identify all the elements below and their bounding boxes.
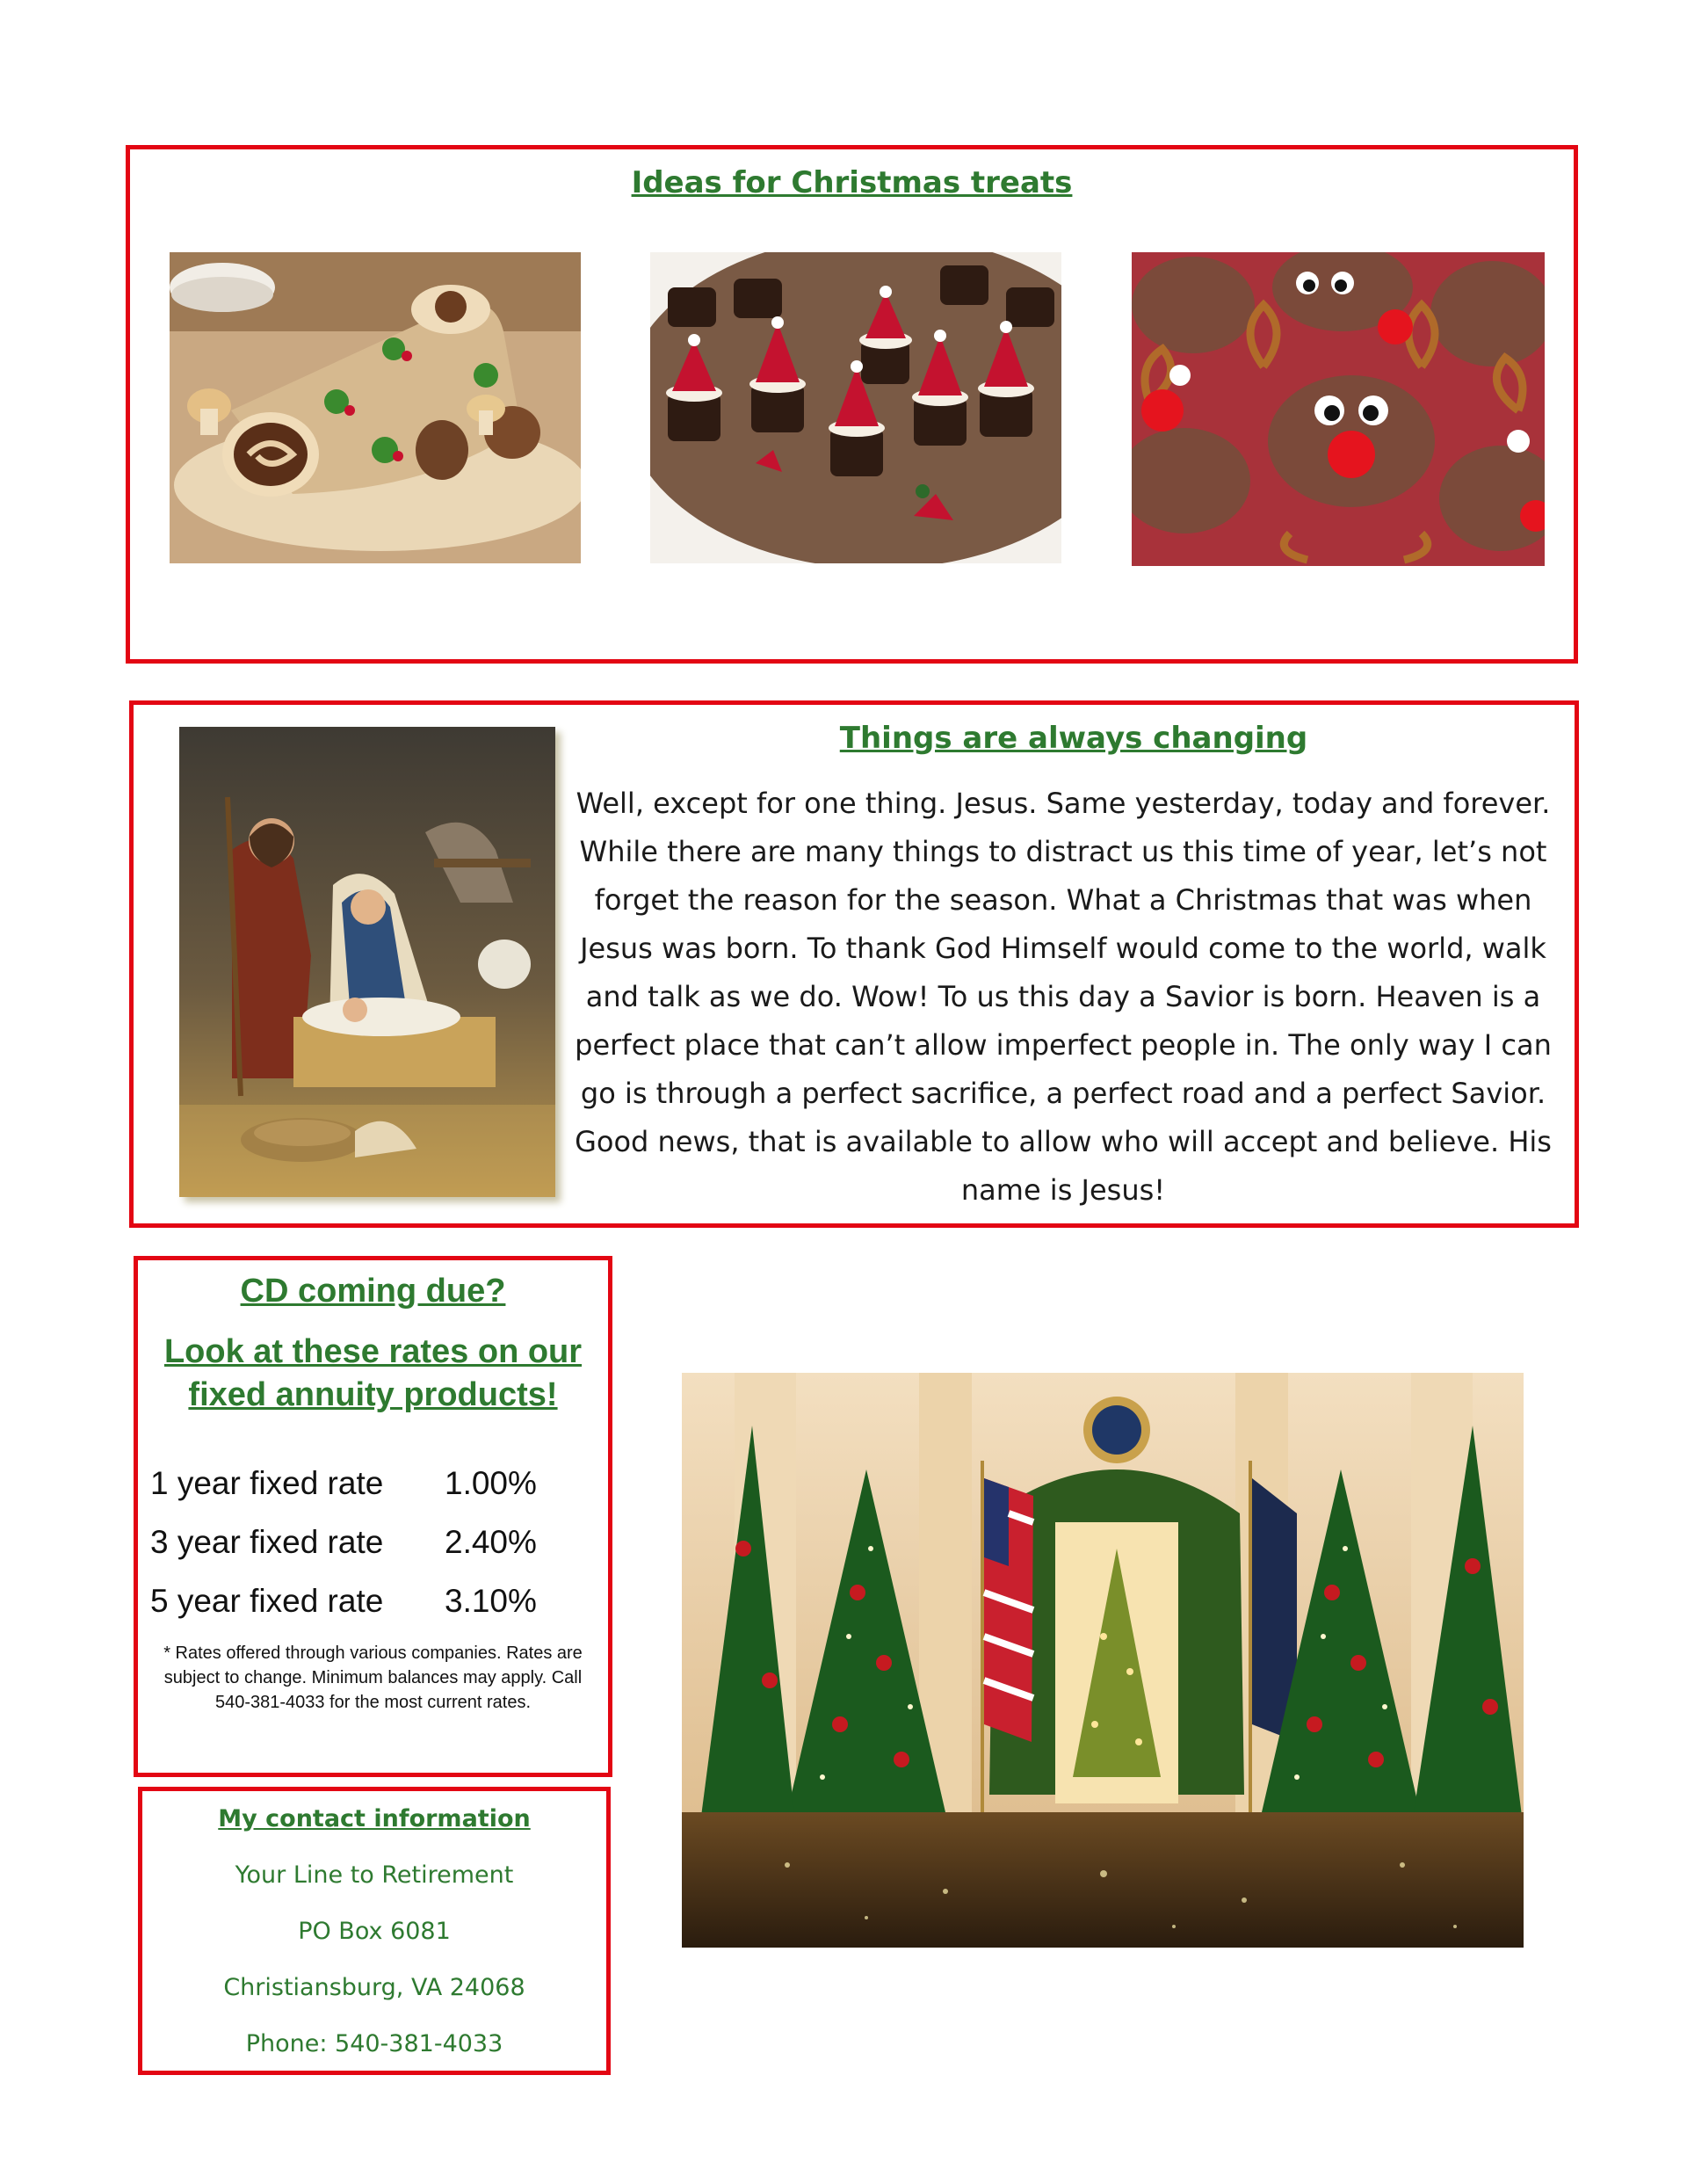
contact-address: PO Box 6081 bbox=[298, 1918, 451, 1945]
white-house-christmas-photo bbox=[682, 1373, 1524, 1948]
rate-value: 2.40% bbox=[445, 1524, 537, 1560]
cd-heading: CD coming due? bbox=[240, 1273, 506, 1310]
contact-phone: Phone: 540-381-4033 bbox=[245, 2030, 503, 2057]
contact-title: My contact information bbox=[218, 1805, 531, 1832]
changing-title: Things are always changing bbox=[839, 721, 1308, 756]
contact-information-section bbox=[138, 1787, 611, 2075]
nativity-painting bbox=[179, 727, 555, 1197]
cd-subheading: Look at these rates on our fixed annuity products! bbox=[163, 1333, 583, 1413]
rate-label: 5 year fixed rate bbox=[150, 1583, 384, 1619]
contact-company: Your Line to Retirement bbox=[235, 1861, 514, 1889]
santa-hat-brownies-photo bbox=[650, 252, 1061, 563]
christmas-treats-section bbox=[126, 145, 1578, 664]
rate-value: 3.10% bbox=[445, 1583, 537, 1619]
things-changing-section bbox=[129, 700, 1579, 1228]
reindeer-cupcakes-photo bbox=[1132, 252, 1545, 566]
changing-body-text: Well, except for one thing. Jesus. Same yesterday, today and forever. While there are many things to distract us this time of year, let’s not forget the reason for the season. What a Christmas that was when Jesus was born. To thank God Himself would come to the world, walk and talk as we do. Wow! To us this day a Savior is born. Heaven is a perfect place that can’t allow imperfect people in. The only way I can go is through a perfect sacrifice, a perfect road and a perfect Savior. Good news, that is available to allow who will accept and believe. His name is Jesus! bbox=[575, 787, 1552, 1207]
rates-disclaimer: * Rates offered through various companies. Rates are subject to change. Minimum balances may apply. Call 540-381-4033 for the most current rates. bbox=[163, 1643, 583, 1712]
treats-title: Ideas for Christmas treats bbox=[631, 165, 1073, 200]
yule-log-cake-photo bbox=[170, 252, 581, 563]
rate-label: 3 year fixed rate bbox=[150, 1524, 384, 1560]
rate-label: 1 year fixed rate bbox=[150, 1465, 384, 1501]
rate-value: 1.00% bbox=[445, 1465, 537, 1501]
contact-city: Christiansburg, VA 24068 bbox=[223, 1974, 525, 2001]
cd-rates-section bbox=[134, 1256, 612, 1777]
